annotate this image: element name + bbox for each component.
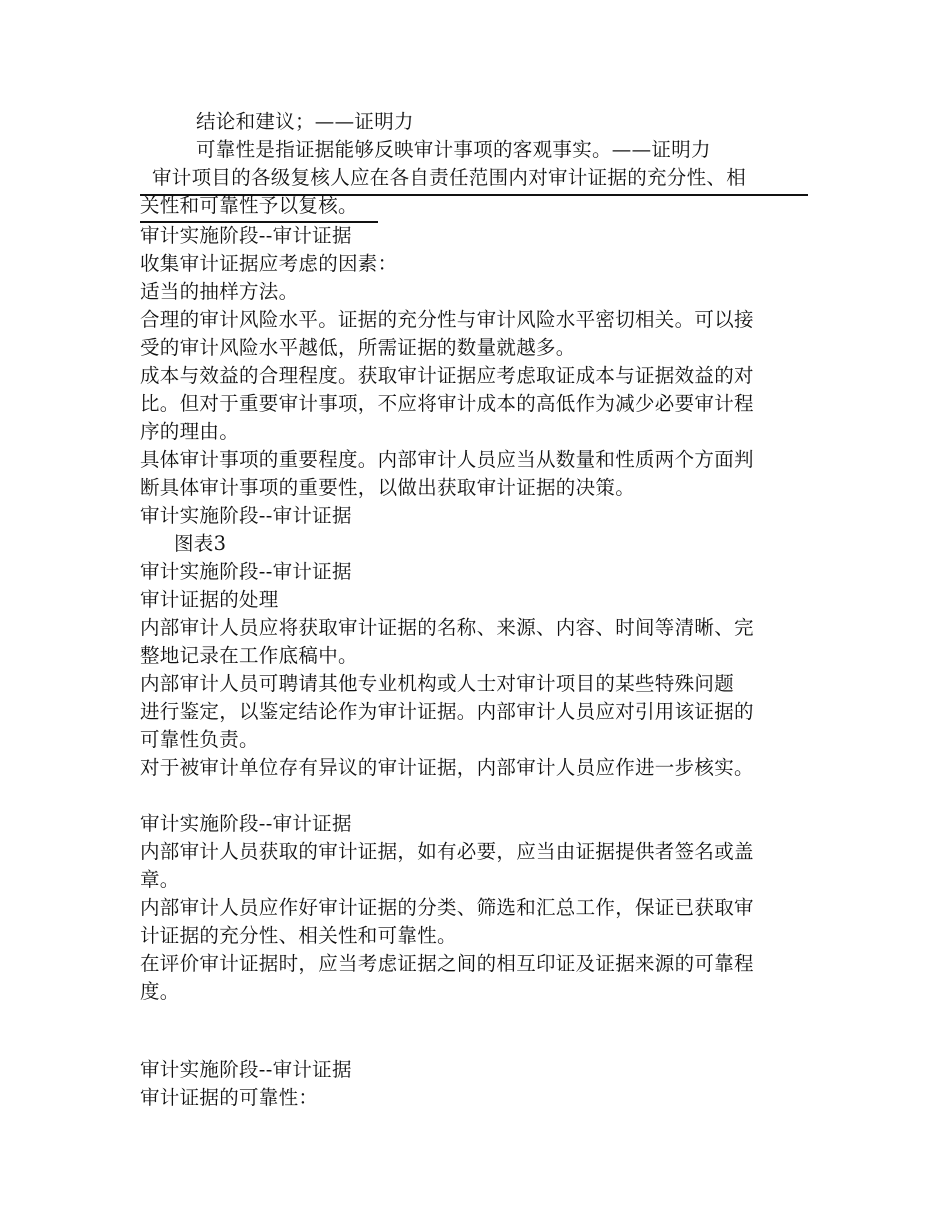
figure-caption: 图表3 (174, 532, 227, 555)
paragraph-line: 结论和建议；——证明力 (196, 110, 414, 133)
section-heading: 审计实施阶段--审计证据 (140, 812, 352, 835)
paragraph-line: 在评价审计证据时，应当考虑证据之间的相互印证及证据来源的可靠程 (140, 952, 754, 975)
section-heading: 审计实施阶段--审计证据 (140, 224, 352, 247)
section-heading: 审计实施阶段--审计证据 (140, 1058, 352, 1081)
paragraph-line: 断具体审计事项的重要性，以做出获取审计证据的决策。 (140, 476, 636, 499)
paragraph-line: 内部审计人员应将获取审计证据的名称、来源、内容、时间等清晰、完 (140, 616, 754, 639)
paragraph-line: 序的理由。 (140, 420, 240, 443)
paragraph-line: 可靠性是指证据能够反映审计事项的客观事实。——证明力 (196, 138, 711, 161)
paragraph-line: 进行鉴定，以鉴定结论作为审计证据。内部审计人员应对引用该证据的 (140, 700, 754, 723)
paragraph-line: 审计项目的各级复核人应在各自责任范围内对审计证据的充分性、相 (152, 166, 747, 189)
underlined-paragraph (140, 164, 808, 222)
paragraph-line: 成本与效益的合理程度。获取审计证据应考虑取证成本与证据效益的对 (140, 364, 754, 387)
paragraph-line: 比。但对于重要审计事项，不应将审计成本的高低作为减少必要审计程 (140, 392, 754, 415)
paragraph-line: 适当的抽样方法。 (140, 280, 299, 303)
section-heading: 审计实施阶段--审计证据 (140, 504, 352, 527)
paragraph-line: 收集审计证据应考虑的因素： (140, 252, 398, 275)
paragraph-line: 审计证据的可靠性： (140, 1086, 319, 1109)
paragraph-line: 可靠性负责。 (140, 728, 259, 751)
paragraph-line: 章。 (140, 868, 180, 891)
section-heading: 审计实施阶段--审计证据 (140, 560, 352, 583)
paragraph-line: 内部审计人员应作好审计证据的分类、筛选和汇总工作，保证已获取审 (140, 896, 754, 919)
paragraph-line: 具体审计事项的重要程度。内部审计人员应当从数量和性质两个方面判 (140, 448, 754, 471)
paragraph-line: 合理的审计风险水平。证据的充分性与审计风险水平密切相关。可以接 (140, 308, 754, 331)
paragraph-line: 计证据的充分性、相关性和可靠性。 (140, 924, 457, 947)
paragraph-line: 整地记录在工作底稿中。 (140, 644, 358, 667)
paragraph-line: 内部审计人员可聘请其他专业机构或人士对审计项目的某些特殊问题 (140, 672, 735, 695)
paragraph-line: 对于被审计单位存有异议的审计证据，内部审计人员应作进一步核实。 (140, 756, 754, 779)
paragraph-line: 受的审计风险水平越低，所需证据的数量就越多。 (140, 336, 576, 359)
paragraph-line: 审计证据的处理 (140, 588, 279, 611)
paragraph-line: 度。 (140, 980, 180, 1003)
paragraph-line: 关性和可靠性予以复核。 (140, 194, 358, 217)
paragraph-line: 内部审计人员获取的审计证据，如有必要，应当由证据提供者签名或盖 (140, 840, 754, 863)
